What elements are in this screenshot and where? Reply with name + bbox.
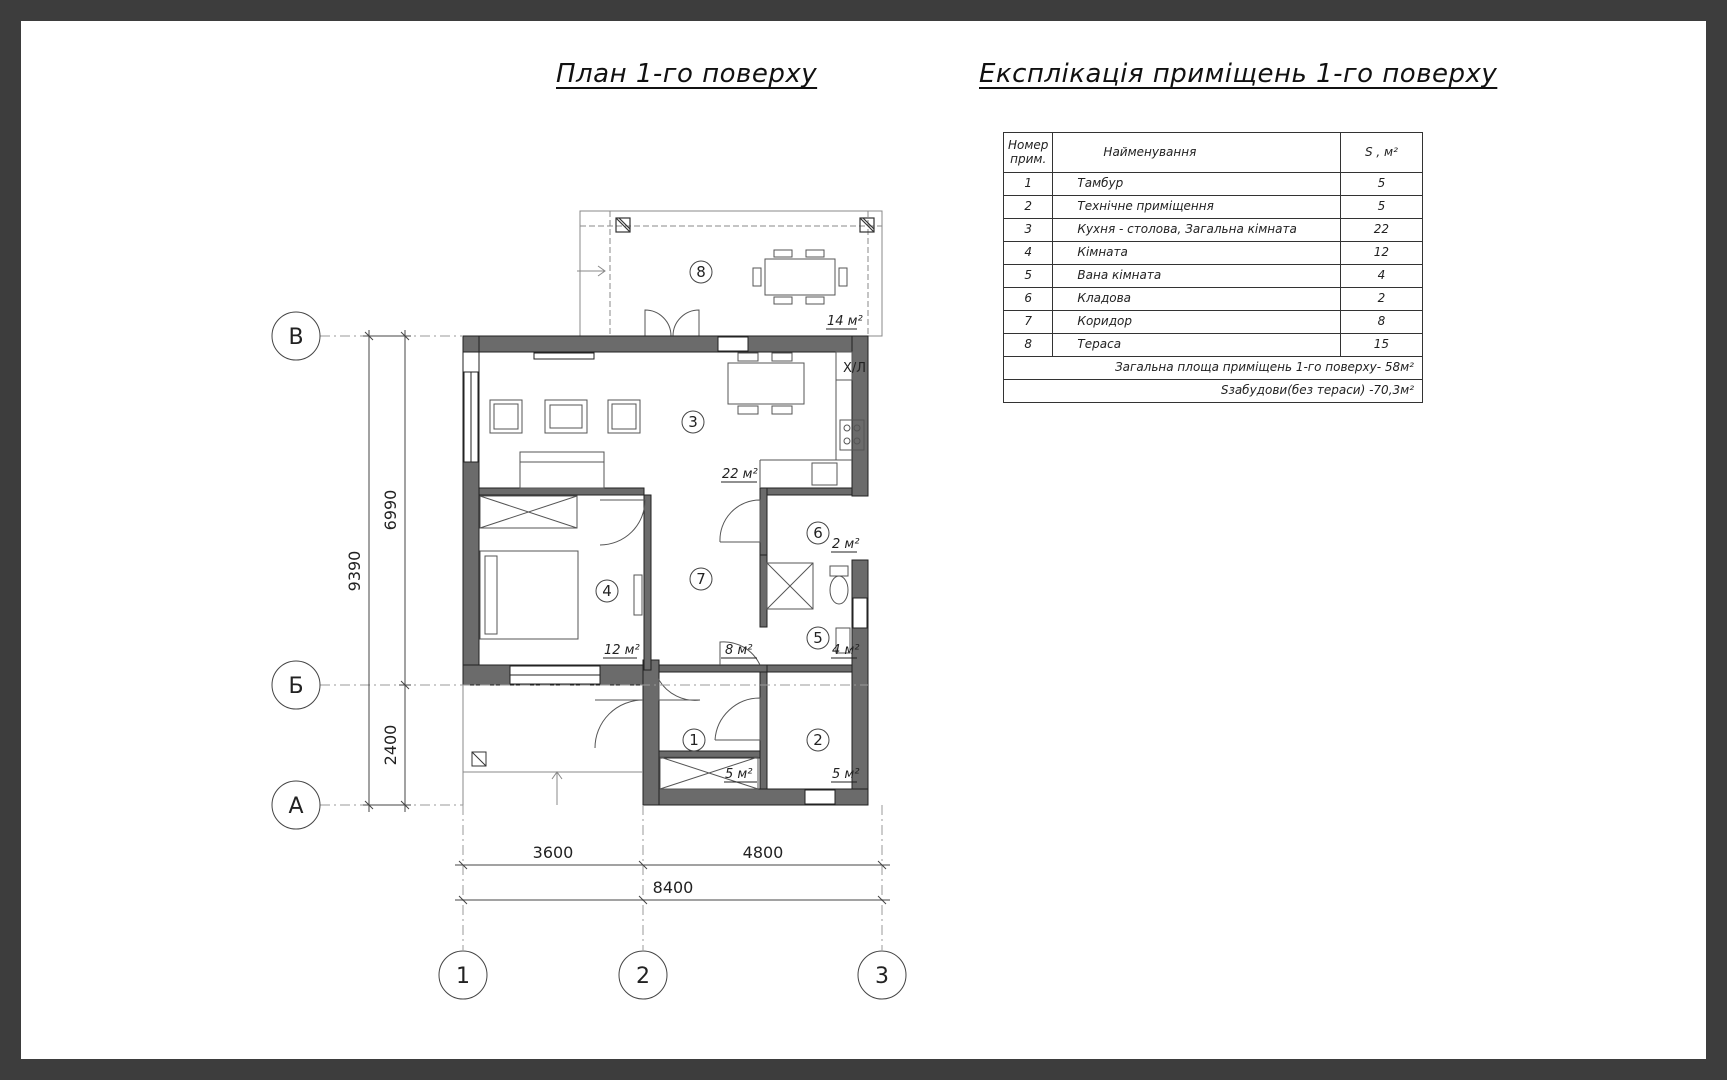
row-name: Тераса [1053,334,1340,357]
header-name: Найменування [1053,133,1340,173]
terrace-area: 14 м² [827,314,863,329]
explication-table [1003,132,1423,403]
entry-porch [463,685,643,805]
dim-horizontal-left: 3600 [532,843,574,862]
row-name: Тамбур [1053,173,1340,196]
room-6-number: 6 [813,524,823,542]
row-name: Кладова [1053,288,1340,311]
row-area: 4 [1340,265,1422,288]
row-name: Технічне приміщення [1053,196,1340,219]
room-8-number: 8 [696,263,706,281]
axis-col-3: 3 [875,964,889,989]
windows [464,337,867,804]
room-1-number: 1 [689,731,699,749]
room-3-number: 3 [688,413,698,431]
room-1-area: 5 м² [725,767,753,782]
walls [463,336,868,805]
terrace-doors [645,310,699,336]
room-2-area: 5 м² [832,767,860,782]
dim-horizontal-total: 8400 [652,878,694,897]
table-row [1004,219,1423,242]
row-area: 12 [1340,242,1422,265]
terrace-columns [616,218,874,232]
row-num: 1 [1004,173,1053,196]
room-4-number: 4 [602,582,612,600]
table-row [1004,288,1423,311]
axis-bubbles [272,312,906,999]
table-row [1004,311,1423,334]
fridge-label: Х/Л [843,361,867,376]
room-2-number: 2 [813,731,823,749]
dimension-lines [363,330,890,904]
row-num: 3 [1004,219,1053,242]
row-num: 2 [1004,196,1053,219]
total-area: Загальна площа приміщень 1-го поверху- 58м² [1004,357,1423,380]
plan-title: План 1-го поверху [556,59,818,89]
explication-title: Експлікація приміщень 1-го поверху [979,59,1498,89]
axis-col-1: 1 [456,964,470,989]
room-5-area: 4 м² [832,643,860,658]
room-6-area: 2 м² [832,537,860,552]
axis-labels [288,325,889,989]
axis-row-a: А [288,794,304,819]
row-area: 5 [1340,173,1422,196]
row-area: 22 [1340,219,1422,242]
row-num: 6 [1004,288,1053,311]
axis-lines [320,336,882,950]
row-area: 15 [1340,334,1422,357]
room-3-area: 22 м² [722,467,758,482]
row-num: 4 [1004,242,1053,265]
row-num: 7 [1004,311,1053,334]
building-area-row [1004,380,1423,403]
header-area: S , м² [1340,133,1422,173]
row-name: Кухня - столова, Загальна кімната [1053,219,1340,242]
total-area-row [1004,357,1423,380]
bedroom-furniture [480,496,642,639]
table-row [1004,173,1423,196]
table-row [1004,242,1423,265]
axis-row-b: Б [288,674,304,699]
row-name: Коридор [1053,311,1340,334]
dim-vertical-upper: 6990 [381,489,400,531]
dim-vertical-total: 9390 [345,550,364,592]
table-row [1004,196,1423,219]
row-name: Кімната [1053,242,1340,265]
row-num: 5 [1004,265,1053,288]
table-header-row [1004,133,1423,173]
axis-col-2: 2 [636,964,650,989]
row-name: Вана кімната [1053,265,1340,288]
living-room-furniture [490,352,867,488]
row-area: 5 [1340,196,1422,219]
table-row [1004,334,1423,357]
room-7-number: 7 [696,570,706,588]
dim-horizontal-right: 4800 [742,843,784,862]
building-area: Sзабудови(без тераси) -70,3м² [1004,380,1423,403]
room-7-area: 8 м² [725,643,753,658]
header-num: Номер прим. [1004,133,1053,173]
dim-vertical-lower: 2400 [381,724,400,766]
row-area: 8 [1340,311,1422,334]
terrace-table-icon [753,250,847,304]
axis-row-v: В [288,325,304,350]
row-area: 2 [1340,288,1422,311]
table-row [1004,265,1423,288]
room-4-area: 12 м² [604,643,640,658]
interior-doors [595,500,760,748]
row-num: 8 [1004,334,1053,357]
room-5-number: 5 [813,629,823,647]
